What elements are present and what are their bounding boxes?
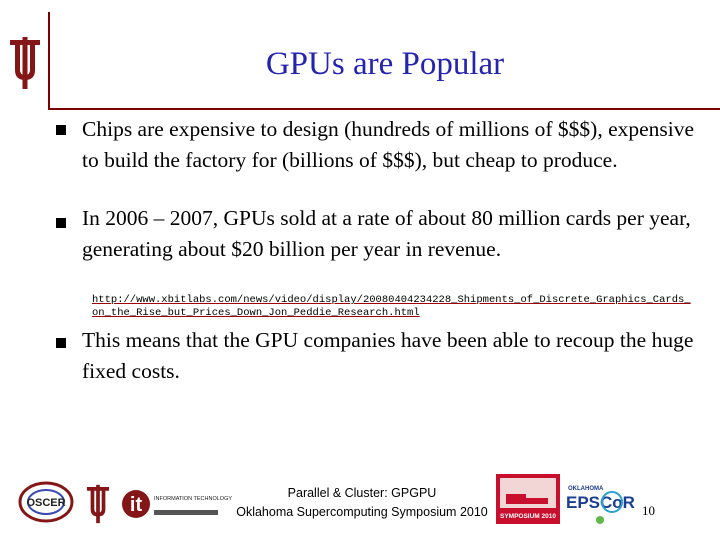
footer-text bbox=[228, 484, 496, 522]
oscer-logo bbox=[16, 480, 76, 524]
epscor-logo-prefix: OKLAHOMA bbox=[568, 486, 604, 492]
footer-line-2: Oklahoma Supercomputing Symposium 2010 bbox=[236, 505, 488, 519]
bullet-text: In 2006 – 2007, GPUs sold at a rate of about 80 million cards per year, generating about $20 billion per year in revenue. bbox=[82, 206, 691, 261]
footer-line-1: Parallel & Cluster: GPGPU bbox=[287, 486, 437, 500]
oscer-logo-text: OSCER bbox=[26, 497, 66, 509]
it-logo bbox=[120, 484, 233, 524]
symposium-logo bbox=[496, 474, 560, 524]
ou-footer-logo bbox=[84, 484, 112, 524]
it-logo-subtext: INFORMATION TECHNOLOGY bbox=[154, 496, 233, 502]
epscor-logo-text: EPSCoR bbox=[566, 493, 635, 512]
epscor-logo bbox=[560, 480, 638, 526]
bullet-text: Chips are expensive to design (hundreds of millions of $$$), expensive to build the factory for (billions of $$$), but cheap to produce. bbox=[82, 117, 695, 172]
bullet-marker bbox=[56, 338, 66, 348]
it-logo-text: it bbox=[129, 494, 143, 516]
ou-logo bbox=[6, 36, 44, 90]
source-link[interactable]: http://www.xbitlabs.com/news/video/display/20080404234228_Shipments_of_Discrete_Graphics_Cards_on_the_Rise_but_Prices_Down_Jon_Peddie_Research.html bbox=[92, 294, 691, 319]
header-horizontal-rule bbox=[48, 108, 720, 110]
bullet-text: This means that the GPU companies have been able to recoup the huge fixed costs. bbox=[82, 328, 694, 383]
symposium-logo-text: SYMPOSIUM 2010 bbox=[500, 513, 556, 520]
bullet-marker bbox=[56, 125, 66, 135]
page-number: 10 bbox=[642, 503, 655, 518]
bullet-marker bbox=[56, 218, 66, 228]
slide-title: GPUs are Popular bbox=[265, 46, 505, 82]
